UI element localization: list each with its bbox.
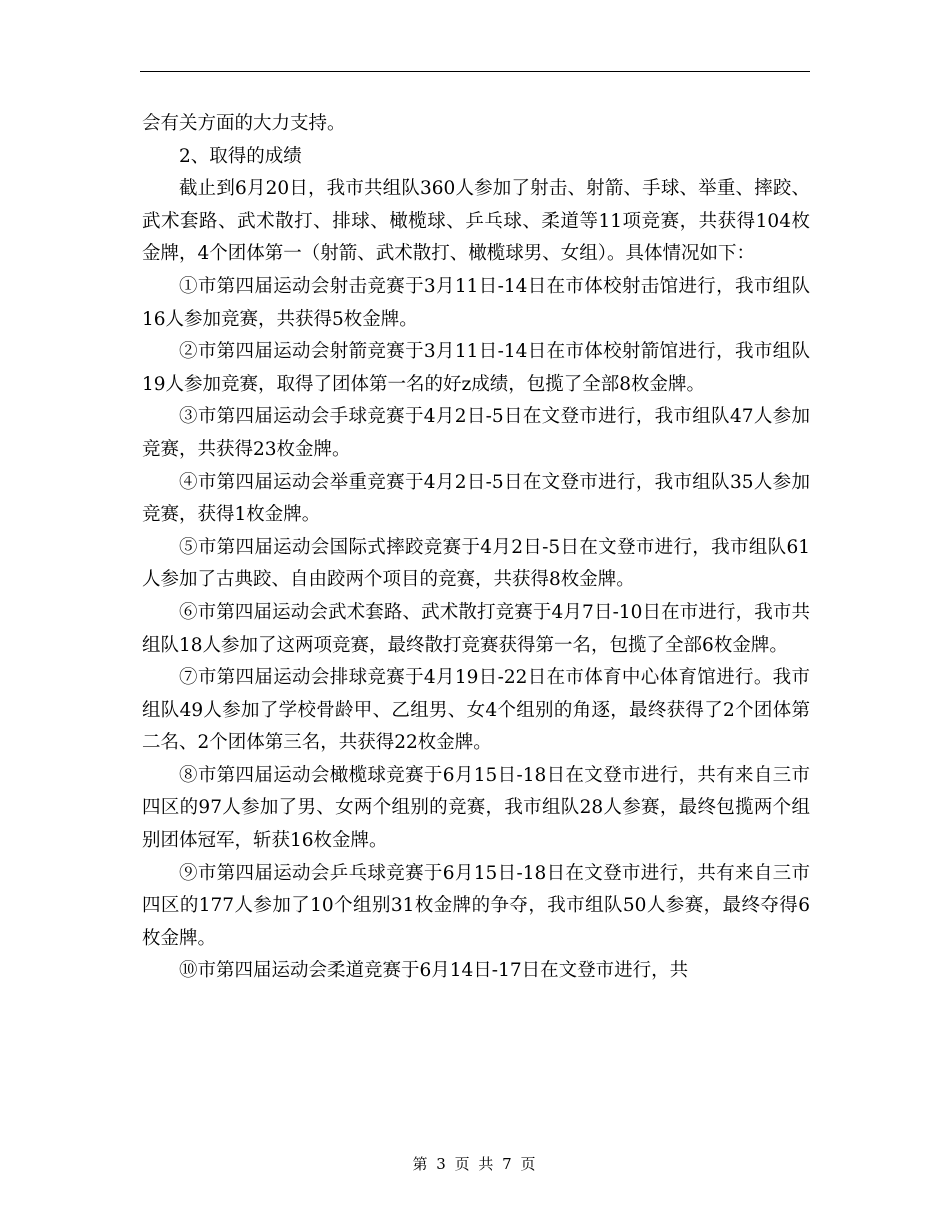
list-item-shooting: ①市第四届运动会射击竞赛于3月11日-14日在市体校射击馆进行，我市组队16人参加竞赛，共获得5枚金牌。 bbox=[142, 275, 810, 330]
paragraph-continuation: 会有关方面的大力支持。 bbox=[142, 113, 346, 134]
header-rule bbox=[140, 71, 810, 72]
list-item-handball: ③市第四届运动会手球竞赛于4月2日-5日在文登市进行，我市组队47人参加竞赛，共获得23枚金牌。 bbox=[142, 406, 810, 460]
list-item-volleyball: ⑦市第四届运动会排球竞赛于4月19日-22日在市体育中心体育馆进行。我市组队49人参加了学校骨龄甲、乙组男、女4个组别的角逐，最终获得了2个团体第二名、2个团体第三名，共获得22枚金牌。 bbox=[142, 667, 810, 754]
section-heading: 2、取得的成绩 bbox=[179, 145, 302, 167]
list-item-archery: ②市第四届运动会射箭竞赛于3月11日-14日在市体校射箭馆进行，我市组队19人参加竞赛，取得了团体第一名的好z成绩，包揽了全部8枚金牌。 bbox=[142, 341, 810, 395]
list-item-table-tennis: ⑨市第四届运动会乒乓球竞赛于6月15日-18日在文登市进行，共有来自三市四区的177人参加了10个组别31枚金牌的争夺，我市组队50人参赛，最终夺得6枚金牌。 bbox=[142, 862, 810, 949]
document-body bbox=[142, 108, 810, 988]
list-item-weightlifting: ④市第四届运动会举重竞赛于4月2日-5日在文登市进行，我市组队35人参加竞赛，获得1枚金牌。 bbox=[142, 471, 810, 526]
list-item-wrestling: ⑤市第四届运动会国际式摔跤竞赛于4月2日-5日在文登市进行，我市组队61人参加了古典跤、自由跤两个项目的竞赛，共获得8枚金牌。 bbox=[142, 536, 810, 591]
page-footer: 第 3 页 共 7 页 bbox=[412, 1155, 538, 1173]
list-item-rugby: ⑧市第四届运动会橄榄球竞赛于6月15日-18日在文登市进行，共有来自三市四区的97人参加了男、女两个组别的竞赛，我市组队28人参赛，最终包揽两个组别团体冠军，斩获16枚金牌。 bbox=[142, 764, 810, 852]
paragraph-summary: 截止到6月20日，我市共组队360人参加了射击、射箭、手球、举重、摔跤、武术套路、武术散打、排球、橄榄球、乒乓球、柔道等11项竞赛，共获得104枚金牌，4个团体第一（射箭、武术散打、橄榄球男、女组）。具体情况如下： bbox=[142, 178, 810, 265]
list-item-judo: ⑩市第四届运动会柔道竞赛于6月14日-17日在文登市进行，共 bbox=[179, 960, 689, 982]
list-item-wushu: ⑥市第四届运动会武术套路、武术散打竞赛于4月7日-10日在市进行，我市共组队18人参加了这两项竞赛，最终散打竞赛获得第一名，包揽了全部6枚金牌。 bbox=[142, 601, 810, 656]
